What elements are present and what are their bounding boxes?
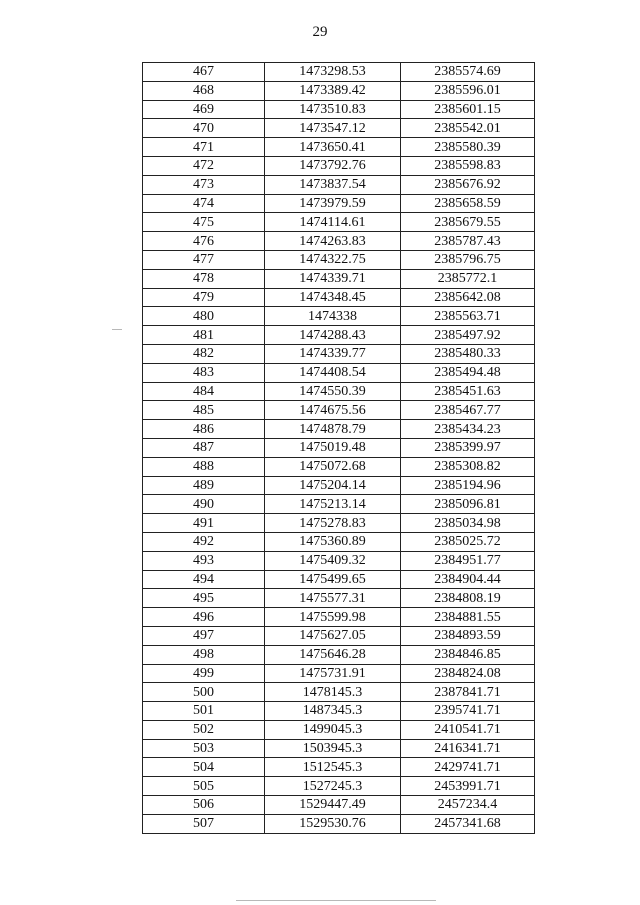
table-row [143,438,535,457]
y-coordinate-cell: 2384824.08 [401,664,535,683]
y-coordinate-cell: 2385658.59 [401,194,535,213]
x-coordinate-cell: 1475278.83 [265,514,401,533]
x-coordinate-cell: 1475577.31 [265,589,401,608]
table-row [143,814,535,833]
point-number-cell: 477 [143,250,265,269]
x-coordinate-cell: 1527245.3 [265,777,401,796]
table-row [143,175,535,194]
table-row [143,589,535,608]
y-coordinate-cell: 2385642.08 [401,288,535,307]
x-coordinate-cell: 1474338 [265,307,401,326]
point-number-cell: 496 [143,608,265,627]
table-row [143,739,535,758]
table-row [143,420,535,439]
y-coordinate-cell: 2385467.77 [401,401,535,420]
table-row [143,664,535,683]
point-number-cell: 504 [143,758,265,777]
table-row [143,63,535,82]
y-coordinate-cell: 2385796.75 [401,250,535,269]
x-coordinate-cell: 1473510.83 [265,100,401,119]
point-number-cell: 505 [143,777,265,796]
table-row [143,100,535,119]
x-coordinate-cell: 1499045.3 [265,720,401,739]
table-row [143,326,535,345]
y-coordinate-cell: 2385494.48 [401,363,535,382]
y-coordinate-cell: 2457234.4 [401,796,535,815]
coordinates-table-body [143,63,535,834]
y-coordinate-cell: 2384808.19 [401,589,535,608]
point-number-cell: 491 [143,514,265,533]
y-coordinate-cell: 2385399.97 [401,438,535,457]
x-coordinate-cell: 1473298.53 [265,63,401,82]
x-coordinate-cell: 1475072.68 [265,457,401,476]
table-row [143,720,535,739]
table-row [143,194,535,213]
point-number-cell: 485 [143,401,265,420]
table-row [143,551,535,570]
x-coordinate-cell: 1475409.32 [265,551,401,570]
y-coordinate-cell: 2385676.92 [401,175,535,194]
y-coordinate-cell: 2385787.43 [401,232,535,251]
y-coordinate-cell: 2395741.71 [401,702,535,721]
x-coordinate-cell: 1475599.98 [265,608,401,627]
y-coordinate-cell: 2385563.71 [401,307,535,326]
x-coordinate-cell: 1487345.3 [265,702,401,721]
table-row [143,138,535,157]
x-coordinate-cell: 1473792.76 [265,156,401,175]
x-coordinate-cell: 1474288.43 [265,326,401,345]
table-row [143,382,535,401]
y-coordinate-cell: 2385574.69 [401,63,535,82]
table-row [143,363,535,382]
x-coordinate-cell: 1475627.05 [265,626,401,645]
y-coordinate-cell: 2385772.1 [401,269,535,288]
point-number-cell: 498 [143,645,265,664]
table-row [143,288,535,307]
y-coordinate-cell: 2385451.63 [401,382,535,401]
point-number-cell: 480 [143,307,265,326]
y-coordinate-cell: 2384951.77 [401,551,535,570]
point-number-cell: 488 [143,457,265,476]
table-row [143,250,535,269]
y-coordinate-cell: 2385497.92 [401,326,535,345]
table-row [143,232,535,251]
point-number-cell: 495 [143,589,265,608]
x-coordinate-cell: 1475019.48 [265,438,401,457]
point-number-cell: 473 [143,175,265,194]
point-number-cell: 499 [143,664,265,683]
y-coordinate-cell: 2385308.82 [401,457,535,476]
x-coordinate-cell: 1473547.12 [265,119,401,138]
table-row [143,457,535,476]
table-row [143,758,535,777]
point-number-cell: 468 [143,81,265,100]
x-coordinate-cell: 1529530.76 [265,814,401,833]
table-row [143,81,535,100]
point-number-cell: 479 [143,288,265,307]
y-coordinate-cell: 2385580.39 [401,138,535,157]
point-number-cell: 484 [143,382,265,401]
y-coordinate-cell: 2385598.83 [401,156,535,175]
table-row [143,532,535,551]
table-row [143,119,535,138]
point-number-cell: 483 [143,363,265,382]
point-number-cell: 471 [143,138,265,157]
table-row [143,683,535,702]
y-coordinate-cell: 2457341.68 [401,814,535,833]
y-coordinate-cell: 2385601.15 [401,100,535,119]
x-coordinate-cell: 1474339.71 [265,269,401,288]
y-coordinate-cell: 2385679.55 [401,213,535,232]
y-coordinate-cell: 2385434.23 [401,420,535,439]
scan-artifact [236,900,436,901]
x-coordinate-cell: 1474322.75 [265,250,401,269]
y-coordinate-cell: 2385034.98 [401,514,535,533]
y-coordinate-cell: 2384893.59 [401,626,535,645]
page-number: 29 [312,24,328,40]
y-coordinate-cell: 2384904.44 [401,570,535,589]
point-number-cell: 478 [143,269,265,288]
point-number-cell: 470 [143,119,265,138]
x-coordinate-cell: 1475360.89 [265,532,401,551]
point-number-cell: 497 [143,626,265,645]
coordinates-table [142,62,535,834]
point-number-cell: 486 [143,420,265,439]
y-coordinate-cell: 2385542.01 [401,119,535,138]
x-coordinate-cell: 1473837.54 [265,175,401,194]
point-number-cell: 469 [143,100,265,119]
table-row [143,401,535,420]
scan-artifact [112,329,122,330]
point-number-cell: 489 [143,476,265,495]
y-coordinate-cell: 2385096.81 [401,495,535,514]
point-number-cell: 503 [143,739,265,758]
table-row [143,514,535,533]
point-number-cell: 507 [143,814,265,833]
x-coordinate-cell: 1473389.42 [265,81,401,100]
table-row [143,796,535,815]
x-coordinate-cell: 1475731.91 [265,664,401,683]
y-coordinate-cell: 2385025.72 [401,532,535,551]
x-coordinate-cell: 1474339.77 [265,344,401,363]
point-number-cell: 476 [143,232,265,251]
y-coordinate-cell: 2387841.71 [401,683,535,702]
table-row [143,645,535,664]
point-number-cell: 506 [143,796,265,815]
point-number-cell: 490 [143,495,265,514]
x-coordinate-cell: 1474550.39 [265,382,401,401]
y-coordinate-cell: 2384881.55 [401,608,535,627]
y-coordinate-cell: 2416341.71 [401,739,535,758]
table-row [143,269,535,288]
table-row [143,156,535,175]
point-number-cell: 472 [143,156,265,175]
point-number-cell: 500 [143,683,265,702]
table-row [143,307,535,326]
y-coordinate-cell: 2385194.96 [401,476,535,495]
point-number-cell: 482 [143,344,265,363]
y-coordinate-cell: 2384846.85 [401,645,535,664]
point-number-cell: 493 [143,551,265,570]
point-number-cell: 487 [143,438,265,457]
table-row [143,777,535,796]
point-number-cell: 475 [143,213,265,232]
y-coordinate-cell: 2385480.33 [401,344,535,363]
x-coordinate-cell: 1475646.28 [265,645,401,664]
table-row [143,495,535,514]
point-number-cell: 481 [143,326,265,345]
x-coordinate-cell: 1474114.61 [265,213,401,232]
table-row [143,702,535,721]
x-coordinate-cell: 1475213.14 [265,495,401,514]
x-coordinate-cell: 1474878.79 [265,420,401,439]
x-coordinate-cell: 1512545.3 [265,758,401,777]
x-coordinate-cell: 1475204.14 [265,476,401,495]
point-number-cell: 492 [143,532,265,551]
point-number-cell: 474 [143,194,265,213]
y-coordinate-cell: 2429741.71 [401,758,535,777]
y-coordinate-cell: 2385596.01 [401,81,535,100]
y-coordinate-cell: 2453991.71 [401,777,535,796]
table-row [143,626,535,645]
y-coordinate-cell: 2410541.71 [401,720,535,739]
point-number-cell: 467 [143,63,265,82]
x-coordinate-cell: 1503945.3 [265,739,401,758]
point-number-cell: 494 [143,570,265,589]
table-row [143,570,535,589]
x-coordinate-cell: 1478145.3 [265,683,401,702]
x-coordinate-cell: 1474408.54 [265,363,401,382]
x-coordinate-cell: 1474263.83 [265,232,401,251]
x-coordinate-cell: 1473650.41 [265,138,401,157]
x-coordinate-cell: 1473979.59 [265,194,401,213]
x-coordinate-cell: 1475499.65 [265,570,401,589]
table-row [143,476,535,495]
table-row [143,213,535,232]
x-coordinate-cell: 1474675.56 [265,401,401,420]
x-coordinate-cell: 1474348.45 [265,288,401,307]
table-row [143,344,535,363]
table-row [143,608,535,627]
point-number-cell: 502 [143,720,265,739]
point-number-cell: 501 [143,702,265,721]
x-coordinate-cell: 1529447.49 [265,796,401,815]
